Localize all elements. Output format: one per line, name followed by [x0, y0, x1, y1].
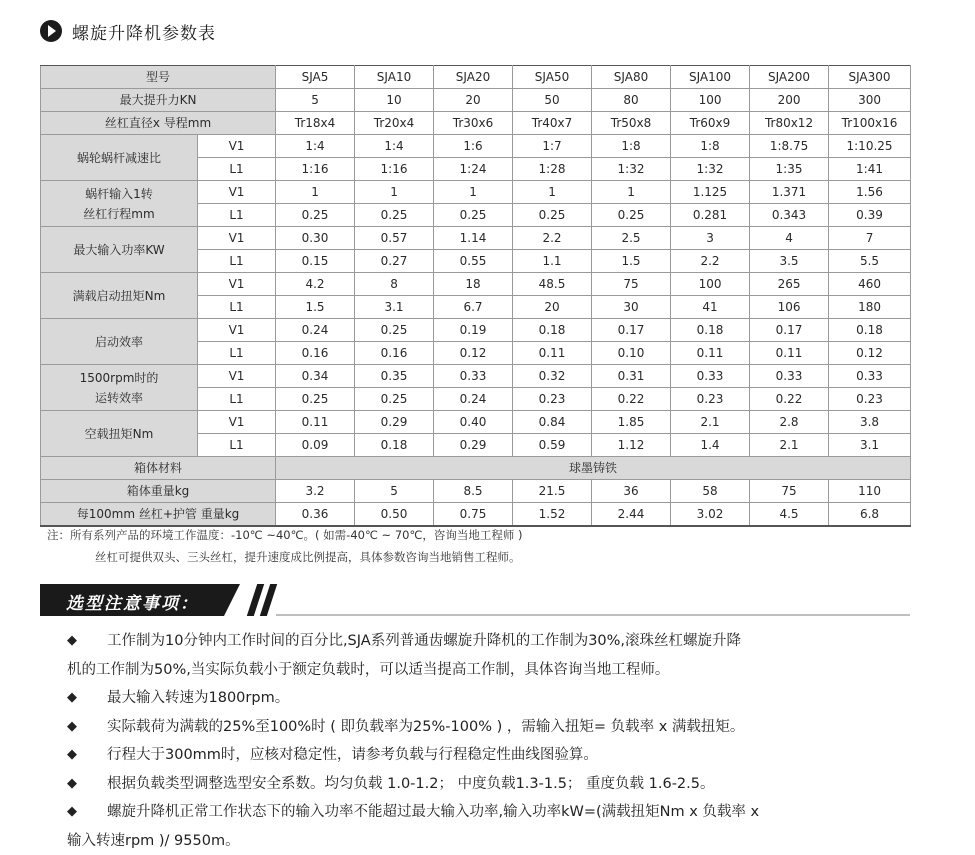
- row-label: 丝杠直径x 导程mm: [41, 112, 276, 135]
- value-cell: 3.8: [829, 411, 911, 434]
- sub-label: L1: [198, 296, 276, 319]
- value-cell: 8: [355, 273, 434, 296]
- value-cell: 1.85: [592, 411, 671, 434]
- note-item: [67, 713, 907, 742]
- value-cell: 5: [355, 480, 434, 503]
- value-cell: 0.17: [750, 319, 829, 342]
- value-cell: 0.343: [750, 204, 829, 227]
- model-cell: SJA300: [829, 66, 911, 89]
- table-row: [41, 457, 911, 480]
- row-label-line: 空载扭矩Nm: [41, 424, 197, 444]
- value-cell: 18: [434, 273, 513, 296]
- page-title-row: [40, 19, 216, 43]
- model-cell: SJA50: [513, 66, 592, 89]
- value-cell: 1.56: [829, 181, 911, 204]
- value-cell: 0.25: [276, 388, 355, 411]
- model-cell: SJA20: [434, 66, 513, 89]
- value-cell: 1: [592, 181, 671, 204]
- note-text: 行程大于300mm时，应核对稳定性，请参考负载与行程稳定性曲线图验算。: [107, 747, 598, 763]
- value-cell: 75: [592, 273, 671, 296]
- table-row: [41, 480, 911, 503]
- value-cell: Tr40x7: [513, 112, 592, 135]
- value-cell: 0.29: [355, 411, 434, 434]
- value-cell: 0.25: [355, 388, 434, 411]
- value-cell: 1.125: [671, 181, 750, 204]
- value-cell: 2.8: [750, 411, 829, 434]
- value-cell: 1:16: [276, 158, 355, 181]
- value-cell: 0.25: [276, 204, 355, 227]
- value-cell: 36: [592, 480, 671, 503]
- value-cell: 2.1: [750, 434, 829, 457]
- value-cell: 1:28: [513, 158, 592, 181]
- model-cell: SJA200: [750, 66, 829, 89]
- value-cell: 0.36: [276, 503, 355, 527]
- table-row: [41, 112, 911, 135]
- material-value: 球墨铸铁: [276, 457, 911, 480]
- value-cell: 7: [829, 227, 911, 250]
- row-label: [41, 227, 198, 273]
- value-cell: 265: [750, 273, 829, 296]
- model-cell: SJA80: [592, 66, 671, 89]
- table-row: [41, 135, 911, 158]
- value-cell: 0.35: [355, 365, 434, 388]
- diamond-bullet-icon: ◆: [67, 798, 77, 827]
- value-cell: 1:41: [829, 158, 911, 181]
- value-cell: 0.23: [513, 388, 592, 411]
- row-label: [41, 135, 198, 181]
- value-cell: 0.33: [829, 365, 911, 388]
- table-row: [41, 365, 911, 388]
- value-cell: Tr80x12: [750, 112, 829, 135]
- value-cell: 48.5: [513, 273, 592, 296]
- value-cell: 0.31: [592, 365, 671, 388]
- value-cell: 0.23: [829, 388, 911, 411]
- value-cell: 0.22: [750, 388, 829, 411]
- play-circle-icon: [40, 20, 62, 42]
- diamond-bullet-icon: ◆: [67, 770, 77, 799]
- diamond-bullet-icon: ◆: [67, 741, 77, 770]
- value-cell: 30: [592, 296, 671, 319]
- value-cell: 6.7: [434, 296, 513, 319]
- value-cell: 1:35: [750, 158, 829, 181]
- value-cell: 0.12: [829, 342, 911, 365]
- value-cell: 50: [513, 89, 592, 112]
- sub-label: V1: [198, 411, 276, 434]
- note-item: [67, 627, 907, 684]
- value-cell: 0.30: [276, 227, 355, 250]
- row-label: 箱体重量kg: [41, 480, 276, 503]
- value-cell: 20: [434, 89, 513, 112]
- note-item: [67, 741, 907, 770]
- value-cell: 0.32: [513, 365, 592, 388]
- note-lead-screw: 丝杠可提供双头、三头丝杠，提升速度成比例提高，具体参数咨询当地销售工程师。: [95, 549, 521, 565]
- note-item: [67, 770, 907, 799]
- model-cell: SJA10: [355, 66, 434, 89]
- value-cell: 6.8: [829, 503, 911, 527]
- sub-label: L1: [198, 342, 276, 365]
- banner-divider: [276, 614, 910, 616]
- note-text-continued: 输入转速rpm )/ 9550m。: [67, 827, 907, 855]
- value-cell: 0.11: [750, 342, 829, 365]
- sub-label: V1: [198, 319, 276, 342]
- sub-label: L1: [198, 158, 276, 181]
- model-cell: SJA100: [671, 66, 750, 89]
- row-label-line: 运转效率: [41, 388, 197, 408]
- value-cell: 2.44: [592, 503, 671, 527]
- value-cell: 1:16: [355, 158, 434, 181]
- value-cell: 106: [750, 296, 829, 319]
- value-cell: 1.1: [513, 250, 592, 273]
- value-cell: 58: [671, 480, 750, 503]
- value-cell: 1:4: [355, 135, 434, 158]
- value-cell: 1:32: [592, 158, 671, 181]
- value-cell: Tr50x8: [592, 112, 671, 135]
- value-cell: 0.75: [434, 503, 513, 527]
- diamond-bullet-icon: ◆: [67, 713, 77, 742]
- row-label-line: 蜗轮蜗杆减速比: [41, 148, 197, 168]
- row-label-line: 满载启动扭矩Nm: [41, 286, 197, 306]
- note-text: 螺旋升降机正常工作状态下的输入功率不能超过最大输入功率,输入功率kW=(满载扭矩Nm x 负载率 x: [107, 804, 759, 820]
- note-item: [67, 684, 907, 713]
- value-cell: 75: [750, 480, 829, 503]
- selection-notes: [67, 627, 907, 855]
- value-cell: 1: [513, 181, 592, 204]
- row-label: [41, 319, 198, 365]
- diamond-bullet-icon: ◆: [67, 627, 77, 656]
- note-text: 最大输入转速为1800rpm。: [107, 690, 289, 706]
- sub-label: V1: [198, 273, 276, 296]
- value-cell: 1: [434, 181, 513, 204]
- diamond-bullet-icon: ◆: [67, 684, 77, 713]
- value-cell: 0.18: [829, 319, 911, 342]
- value-cell: 0.19: [434, 319, 513, 342]
- value-cell: 1.5: [276, 296, 355, 319]
- value-cell: 1:8.75: [750, 135, 829, 158]
- value-cell: 0.50: [355, 503, 434, 527]
- value-cell: 1: [355, 181, 434, 204]
- value-cell: 3.5: [750, 250, 829, 273]
- value-cell: 1.371: [750, 181, 829, 204]
- value-cell: 0.11: [276, 411, 355, 434]
- value-cell: Tr100x16: [829, 112, 911, 135]
- value-cell: 1:32: [671, 158, 750, 181]
- value-cell: 110: [829, 480, 911, 503]
- value-cell: 0.11: [671, 342, 750, 365]
- value-cell: Tr20x4: [355, 112, 434, 135]
- value-cell: 0.25: [355, 319, 434, 342]
- note-text-continued: 机的工作制为50%,当实际负载小于额定负载时，可以适当提高工作制，具体咨询当地工程师。: [67, 656, 907, 685]
- note-text: 实际载荷为满载的25%至100%时 ( 即负载率为25%-100% ) ，需输入扭矩= 负载率 x 满载扭矩。: [107, 719, 744, 735]
- value-cell: 20: [513, 296, 592, 319]
- value-cell: 0.18: [355, 434, 434, 457]
- value-cell: 5: [276, 89, 355, 112]
- value-cell: 0.25: [592, 204, 671, 227]
- value-cell: 10: [355, 89, 434, 112]
- value-cell: 1:10.25: [829, 135, 911, 158]
- model-cell: SJA5: [276, 66, 355, 89]
- value-cell: 0.16: [276, 342, 355, 365]
- value-cell: 2.2: [513, 227, 592, 250]
- value-cell: 0.55: [434, 250, 513, 273]
- value-cell: 80: [592, 89, 671, 112]
- value-cell: 0.22: [592, 388, 671, 411]
- value-cell: 1.14: [434, 227, 513, 250]
- value-cell: 0.10: [592, 342, 671, 365]
- row-label: [41, 365, 198, 411]
- value-cell: 100: [671, 273, 750, 296]
- value-cell: 0.25: [434, 204, 513, 227]
- row-label: 箱体材料: [41, 457, 276, 480]
- value-cell: 0.281: [671, 204, 750, 227]
- sub-label: V1: [198, 365, 276, 388]
- value-cell: 200: [750, 89, 829, 112]
- table-row: [41, 89, 911, 112]
- note-item: [67, 798, 907, 855]
- value-cell: 0.12: [434, 342, 513, 365]
- header-label: 型号: [41, 66, 276, 89]
- value-cell: 2.2: [671, 250, 750, 273]
- table-row: [41, 503, 911, 527]
- value-cell: 180: [829, 296, 911, 319]
- value-cell: 0.24: [434, 388, 513, 411]
- value-cell: 4: [750, 227, 829, 250]
- value-cell: Tr30x6: [434, 112, 513, 135]
- selection-banner: [40, 584, 910, 616]
- parameter-table: [40, 65, 911, 527]
- row-label: 最大提升力KN: [41, 89, 276, 112]
- value-cell: 2.5: [592, 227, 671, 250]
- value-cell: 0.11: [513, 342, 592, 365]
- value-cell: 0.29: [434, 434, 513, 457]
- value-cell: 4.5: [750, 503, 829, 527]
- value-cell: 1:7: [513, 135, 592, 158]
- value-cell: 1:8: [671, 135, 750, 158]
- row-label: [41, 273, 198, 319]
- value-cell: 0.33: [434, 365, 513, 388]
- value-cell: 3: [671, 227, 750, 250]
- table-row: [41, 411, 911, 434]
- sub-label: L1: [198, 434, 276, 457]
- page-title: 螺旋升降机参数表: [72, 19, 216, 44]
- row-label: [41, 181, 198, 227]
- value-cell: 1.12: [592, 434, 671, 457]
- value-cell: 8.5: [434, 480, 513, 503]
- value-cell: 5.5: [829, 250, 911, 273]
- value-cell: 41: [671, 296, 750, 319]
- sub-label: L1: [198, 250, 276, 273]
- value-cell: Tr18x4: [276, 112, 355, 135]
- value-cell: 0.59: [513, 434, 592, 457]
- value-cell: 3.1: [829, 434, 911, 457]
- row-label-line: 蜗杆输入1转: [41, 184, 197, 204]
- value-cell: 3.1: [355, 296, 434, 319]
- sub-label: V1: [198, 181, 276, 204]
- row-label-line: 丝杠行程mm: [41, 204, 197, 224]
- value-cell: 1:6: [434, 135, 513, 158]
- value-cell: 0.25: [513, 204, 592, 227]
- value-cell: 0.09: [276, 434, 355, 457]
- row-label: 每100mm 丝杠+护管 重量kg: [41, 503, 276, 527]
- value-cell: 0.34: [276, 365, 355, 388]
- value-cell: 0.24: [276, 319, 355, 342]
- value-cell: 1:24: [434, 158, 513, 181]
- value-cell: 0.23: [671, 388, 750, 411]
- value-cell: 0.25: [355, 204, 434, 227]
- value-cell: 0.40: [434, 411, 513, 434]
- value-cell: 1.52: [513, 503, 592, 527]
- note-temperature: 注：所有系列产品的环境工作温度：-10℃ ~40℃。( 如需-40℃ ~ 70℃，咨询当地工程师 ): [47, 527, 523, 543]
- value-cell: 300: [829, 89, 911, 112]
- value-cell: 0.18: [513, 319, 592, 342]
- row-label-line: 1500rpm时的: [41, 368, 197, 388]
- value-cell: 4.2: [276, 273, 355, 296]
- value-cell: 1.5: [592, 250, 671, 273]
- value-cell: 3.2: [276, 480, 355, 503]
- table-row: [41, 227, 911, 250]
- value-cell: 0.84: [513, 411, 592, 434]
- note-text: 根据负载类型调整选型安全系数。均匀负载 1.0-1.2； 中度负载1.3-1.5； 重度负载 1.6-2.5。: [107, 776, 715, 792]
- table-header-row: [41, 66, 911, 89]
- value-cell: 0.39: [829, 204, 911, 227]
- value-cell: 1: [276, 181, 355, 204]
- row-label: [41, 411, 198, 457]
- value-cell: 3.02: [671, 503, 750, 527]
- sub-label: L1: [198, 204, 276, 227]
- value-cell: 0.15: [276, 250, 355, 273]
- value-cell: 0.18: [671, 319, 750, 342]
- value-cell: 1.4: [671, 434, 750, 457]
- value-cell: 0.27: [355, 250, 434, 273]
- value-cell: 0.16: [355, 342, 434, 365]
- note-text: 工作制为10分钟内工作时间的百分比,SJA系列普通齿螺旋升降机的工作制为30%,滚珠丝杠螺旋升降: [107, 633, 741, 649]
- value-cell: Tr60x9: [671, 112, 750, 135]
- row-label-line: 启动效率: [41, 332, 197, 352]
- value-cell: 100: [671, 89, 750, 112]
- row-label-line: 最大输入功率KW: [41, 240, 197, 260]
- value-cell: 2.1: [671, 411, 750, 434]
- value-cell: 0.57: [355, 227, 434, 250]
- table-row: [41, 319, 911, 342]
- selection-heading: 选型注意事项：: [66, 589, 199, 614]
- value-cell: 1:4: [276, 135, 355, 158]
- value-cell: 0.17: [592, 319, 671, 342]
- value-cell: 1:8: [592, 135, 671, 158]
- table-row: [41, 181, 911, 204]
- sub-label: V1: [198, 135, 276, 158]
- value-cell: 0.33: [750, 365, 829, 388]
- value-cell: 21.5: [513, 480, 592, 503]
- value-cell: 0.33: [671, 365, 750, 388]
- table-row: [41, 273, 911, 296]
- sub-label: L1: [198, 388, 276, 411]
- value-cell: 460: [829, 273, 911, 296]
- sub-label: V1: [198, 227, 276, 250]
